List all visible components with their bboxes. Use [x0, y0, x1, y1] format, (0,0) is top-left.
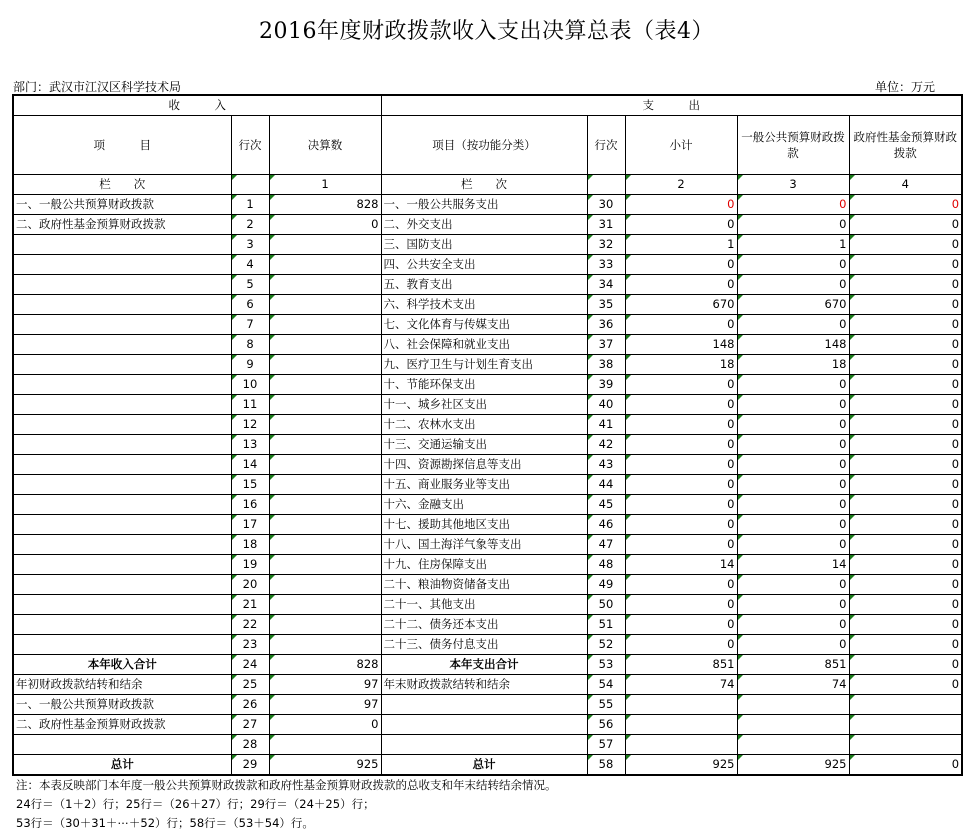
expense-row-no-cell: 50	[587, 595, 625, 615]
income-row-no-cell: 3	[231, 235, 269, 255]
expense-subtotal-cell: 0	[625, 215, 737, 235]
income-item-cell	[13, 515, 231, 535]
expense-subtotal-cell: 74	[625, 675, 737, 695]
table-row	[13, 355, 962, 375]
expense-subtotal-cell: 1	[625, 235, 737, 255]
expense-subtotal-cell: 18	[625, 355, 737, 375]
expense-fund-cell: 0	[849, 635, 962, 655]
lanci-col4: 4	[849, 175, 962, 195]
expense-general-cell: 0	[737, 475, 849, 495]
expense-item-cell: 十九、住房保障支出	[381, 555, 587, 575]
income-item-cell	[13, 435, 231, 455]
expense-item-cell: 一、一般公共服务支出	[381, 195, 587, 215]
expense-subtotal-cell: 0	[625, 415, 737, 435]
expense-item-cell: 十三、交通运输支出	[381, 435, 587, 455]
income-item-cell	[13, 415, 231, 435]
income-amount-cell	[269, 295, 381, 315]
unit-label: 单位：万元	[874, 80, 935, 94]
expense-fund-cell: 0	[849, 495, 962, 515]
expense-item-cell: 年末财政拨款结转和结余	[381, 675, 587, 695]
expense-row-no-cell: 32	[587, 235, 625, 255]
table-row	[13, 595, 962, 615]
expense-general-cell: 851	[737, 655, 849, 675]
income-row-no-cell: 25	[231, 675, 269, 695]
income-amount-cell	[269, 355, 381, 375]
expense-row-no-cell: 46	[587, 515, 625, 535]
income-row-no-cell: 1	[231, 195, 269, 215]
expense-item-cell: 总计	[381, 755, 587, 776]
expense-general-cell: 0	[737, 255, 849, 275]
income-amount-cell	[269, 535, 381, 555]
income-row-no-cell: 12	[231, 415, 269, 435]
expense-subtotal-cell: 0	[625, 475, 737, 495]
expense-fund-cell: 0	[849, 255, 962, 275]
expense-item-cell: 八、社会保障和就业支出	[381, 335, 587, 355]
expense-fund-cell: 0	[849, 755, 962, 776]
income-amount-cell	[269, 275, 381, 295]
expense-row-no-cell: 31	[587, 215, 625, 235]
income-row-no-cell: 10	[231, 375, 269, 395]
note-line: 24行＝（1＋2）行；25行＝（26＋27）行；29行＝（24＋25）行；	[16, 797, 375, 811]
income-amount-cell: 828	[269, 195, 381, 215]
lanci-col1: 1	[269, 175, 381, 195]
note-line: 53行＝（30＋31＋⋯＋52）行；58行＝（53＋54）行。	[16, 816, 314, 830]
expense-subtotal-cell	[625, 715, 737, 735]
expense-subtotal-cell: 0	[625, 435, 737, 455]
expense-subtotal-cell: 0	[625, 315, 737, 335]
table-row	[13, 195, 962, 215]
income-amount-cell	[269, 375, 381, 395]
expense-item-cell: 十八、国土海洋气象等支出	[381, 535, 587, 555]
expense-fund-cell: 0	[849, 335, 962, 355]
table-row	[13, 695, 962, 715]
expense-subtotal-cell: 0	[625, 275, 737, 295]
income-row-no-cell: 11	[231, 395, 269, 415]
expense-general-cell: 925	[737, 755, 849, 776]
income-row-no-cell: 20	[231, 575, 269, 595]
expense-item-cell: 十六、金融支出	[381, 495, 587, 515]
expense-row-no-cell: 43	[587, 455, 625, 475]
expense-row-no-cell: 58	[587, 755, 625, 776]
expense-group-header: 支 出	[381, 95, 962, 116]
income-item-cell	[13, 495, 231, 515]
expense-fund-cell	[849, 715, 962, 735]
expense-item-cell: 十五、商业服务业等支出	[381, 475, 587, 495]
expense-general-cell: 148	[737, 335, 849, 355]
expense-subtotal-cell: 0	[625, 595, 737, 615]
income-item-cell	[13, 595, 231, 615]
expense-item-cell: 十一、城乡社区支出	[381, 395, 587, 415]
income-amount-cell: 828	[269, 655, 381, 675]
expense-row-no-cell: 42	[587, 435, 625, 455]
expense-general-cell: 0	[737, 275, 849, 295]
table-row	[13, 215, 962, 235]
expense-subtotal-cell: 670	[625, 295, 737, 315]
table-row	[13, 555, 962, 575]
header-row-no: 行次	[231, 116, 269, 175]
expense-item-cell: 六、科学技术支出	[381, 295, 587, 315]
expense-subtotal-cell: 0	[625, 195, 737, 215]
table-row	[13, 675, 962, 695]
income-row-no-cell: 28	[231, 735, 269, 755]
income-item-cell: 本年收入合计	[13, 655, 231, 675]
income-row-no-cell: 26	[231, 695, 269, 715]
expense-general-cell: 0	[737, 375, 849, 395]
income-row-no-cell: 17	[231, 515, 269, 535]
income-row-no-cell: 7	[231, 315, 269, 335]
income-amount-cell	[269, 475, 381, 495]
header-item-by-function: 项目（按功能分类）	[381, 116, 587, 175]
table-row	[13, 615, 962, 635]
income-row-no-cell: 5	[231, 275, 269, 295]
income-amount-cell	[269, 315, 381, 335]
expense-general-cell: 0	[737, 595, 849, 615]
table-row	[13, 735, 962, 755]
expense-fund-cell: 0	[849, 395, 962, 415]
income-item-cell	[13, 735, 231, 755]
income-row-no-cell: 9	[231, 355, 269, 375]
expense-item-cell	[381, 715, 587, 735]
income-amount-cell	[269, 395, 381, 415]
table-row	[13, 455, 962, 475]
expense-row-no-cell: 45	[587, 495, 625, 515]
income-amount-cell: 97	[269, 695, 381, 715]
income-row-no-cell: 4	[231, 255, 269, 275]
table-row	[13, 395, 962, 415]
income-row-no-cell: 14	[231, 455, 269, 475]
expense-subtotal-cell: 0	[625, 255, 737, 275]
expense-fund-cell: 0	[849, 315, 962, 335]
income-amount-cell	[269, 515, 381, 535]
expense-general-cell: 0	[737, 515, 849, 535]
table-row	[13, 315, 962, 335]
expense-fund-cell: 0	[849, 655, 962, 675]
table-row	[13, 715, 962, 735]
income-row-no-cell: 15	[231, 475, 269, 495]
expense-item-cell: 二十三、债务付息支出	[381, 635, 587, 655]
income-row-no-cell: 8	[231, 335, 269, 355]
expense-row-no-cell: 52	[587, 635, 625, 655]
income-item-cell: 年初财政拨款结转和结余	[13, 675, 231, 695]
income-item-cell	[13, 475, 231, 495]
header-gov-fund: 政府性基金预算财政拨款	[849, 116, 962, 175]
expense-subtotal-cell: 148	[625, 335, 737, 355]
expense-item-cell: 二十一、其他支出	[381, 595, 587, 615]
expense-subtotal-cell: 851	[625, 655, 737, 675]
income-item-cell: 总计	[13, 755, 231, 776]
expense-subtotal-cell: 0	[625, 615, 737, 635]
expense-subtotal-cell	[625, 735, 737, 755]
expense-item-cell: 二、外交支出	[381, 215, 587, 235]
income-amount-cell: 97	[269, 675, 381, 695]
expense-general-cell	[737, 735, 849, 755]
income-amount-cell	[269, 255, 381, 275]
expense-row-no-cell: 37	[587, 335, 625, 355]
income-amount-cell: 0	[269, 215, 381, 235]
expense-fund-cell: 0	[849, 235, 962, 255]
expense-row-no-cell: 55	[587, 695, 625, 715]
lanci-label-expense: 栏 次	[381, 175, 587, 195]
expense-row-no-cell: 33	[587, 255, 625, 275]
expense-fund-cell: 0	[849, 555, 962, 575]
income-item-cell	[13, 635, 231, 655]
income-amount-cell	[269, 555, 381, 575]
expense-row-no-cell: 30	[587, 195, 625, 215]
expense-fund-cell: 0	[849, 295, 962, 315]
expense-general-cell: 0	[737, 635, 849, 655]
income-amount-cell	[269, 335, 381, 355]
expense-fund-cell	[849, 735, 962, 755]
lanci-empty	[231, 175, 269, 195]
expense-fund-cell: 0	[849, 355, 962, 375]
income-item-cell	[13, 315, 231, 335]
expense-general-cell	[737, 715, 849, 735]
income-item-cell: 一、一般公共预算财政拨款	[13, 195, 231, 215]
expense-general-cell	[737, 695, 849, 715]
expense-fund-cell: 0	[849, 535, 962, 555]
income-amount-cell: 925	[269, 755, 381, 776]
expense-fund-cell: 0	[849, 515, 962, 535]
income-amount-cell	[269, 435, 381, 455]
expense-fund-cell: 0	[849, 575, 962, 595]
header-general-budget: 一般公共预算财政拨款	[737, 116, 849, 175]
income-item-cell	[13, 355, 231, 375]
income-item-cell	[13, 295, 231, 315]
table-row	[13, 235, 962, 255]
expense-row-no-cell: 36	[587, 315, 625, 335]
table-row	[13, 375, 962, 395]
income-item-cell	[13, 575, 231, 595]
expense-general-cell: 0	[737, 575, 849, 595]
income-row-no-cell: 16	[231, 495, 269, 515]
expense-subtotal-cell: 0	[625, 495, 737, 515]
table-row	[13, 495, 962, 515]
note-line: 注：本表反映部门本年度一般公共预算财政拨款和政府性基金预算财政拨款的总收支和年末结转结余情况。	[16, 778, 557, 792]
income-amount-cell	[269, 235, 381, 255]
table-row	[13, 515, 962, 535]
expense-general-cell: 0	[737, 395, 849, 415]
expense-item-cell: 七、文化体育与传媒支出	[381, 315, 587, 335]
expense-general-cell: 0	[737, 535, 849, 555]
expense-item-cell: 本年支出合计	[381, 655, 587, 675]
income-row-no-cell: 13	[231, 435, 269, 455]
income-amount-cell	[269, 455, 381, 475]
expense-row-no-cell: 48	[587, 555, 625, 575]
income-row-no-cell: 6	[231, 295, 269, 315]
expense-general-cell: 0	[737, 615, 849, 635]
expense-item-cell	[381, 695, 587, 715]
table-row	[13, 575, 962, 595]
expense-subtotal-cell: 0	[625, 535, 737, 555]
income-item-cell	[13, 555, 231, 575]
income-item-cell	[13, 375, 231, 395]
income-row-no-cell: 23	[231, 635, 269, 655]
income-row-no-cell: 18	[231, 535, 269, 555]
table-row	[13, 415, 962, 435]
header-subtotal: 小计	[625, 116, 737, 175]
expense-subtotal-cell: 0	[625, 575, 737, 595]
lanci-empty-expense	[587, 175, 625, 195]
income-item-cell	[13, 395, 231, 415]
expense-item-cell: 五、教育支出	[381, 275, 587, 295]
income-item-cell	[13, 275, 231, 295]
income-item-cell: 一、一般公共预算财政拨款	[13, 695, 231, 715]
income-row-no-cell: 27	[231, 715, 269, 735]
income-amount-cell	[269, 735, 381, 755]
expense-subtotal-cell: 0	[625, 395, 737, 415]
table-row	[13, 635, 962, 655]
expense-general-cell: 0	[737, 215, 849, 235]
lanci-col3: 3	[737, 175, 849, 195]
budget-table	[12, 94, 963, 776]
expense-general-cell: 74	[737, 675, 849, 695]
expense-row-no-cell: 38	[587, 355, 625, 375]
expense-general-cell: 14	[737, 555, 849, 575]
expense-fund-cell: 0	[849, 375, 962, 395]
income-item-cell	[13, 615, 231, 635]
expense-general-cell: 0	[737, 435, 849, 455]
expense-fund-cell: 0	[849, 675, 962, 695]
expense-row-no-cell: 39	[587, 375, 625, 395]
expense-subtotal-cell: 0	[625, 635, 737, 655]
expense-row-no-cell: 40	[587, 395, 625, 415]
income-amount-cell	[269, 575, 381, 595]
expense-row-no-cell: 51	[587, 615, 625, 635]
income-row-no-cell: 2	[231, 215, 269, 235]
table-row	[13, 255, 962, 275]
income-amount-cell: 0	[269, 715, 381, 735]
expense-row-no-cell: 34	[587, 275, 625, 295]
income-row-no-cell: 24	[231, 655, 269, 675]
lanci-label: 栏 次	[13, 175, 231, 195]
lanci-col2: 2	[625, 175, 737, 195]
expense-row-no-cell: 41	[587, 415, 625, 435]
income-item-cell: 二、政府性基金预算财政拨款	[13, 715, 231, 735]
department-label: 部门：武汉市江汉区科学技术局	[13, 80, 182, 94]
header-final-amount: 决算数	[269, 116, 381, 175]
expense-item-cell: 二十、粮油物资储备支出	[381, 575, 587, 595]
page-title: 2016年度财政拨款收入支出决算总表（表4）	[259, 19, 714, 44]
income-amount-cell	[269, 495, 381, 515]
expense-fund-cell	[849, 695, 962, 715]
income-amount-cell	[269, 635, 381, 655]
expense-item-cell: 十七、援助其他地区支出	[381, 515, 587, 535]
expense-fund-cell: 0	[849, 195, 962, 215]
expense-row-no-cell: 35	[587, 295, 625, 315]
table-row	[13, 475, 962, 495]
expense-subtotal-cell	[625, 695, 737, 715]
table-row	[13, 295, 962, 315]
expense-item-cell: 四、公共安全支出	[381, 255, 587, 275]
expense-subtotal-cell: 0	[625, 375, 737, 395]
expense-row-no-cell: 56	[587, 715, 625, 735]
table-row	[13, 435, 962, 455]
income-item-cell: 二、政府性基金预算财政拨款	[13, 215, 231, 235]
expense-fund-cell: 0	[849, 475, 962, 495]
expense-row-no-cell: 44	[587, 475, 625, 495]
expense-fund-cell: 0	[849, 275, 962, 295]
expense-subtotal-cell: 0	[625, 455, 737, 475]
expense-row-no-cell: 49	[587, 575, 625, 595]
expense-fund-cell: 0	[849, 595, 962, 615]
expense-fund-cell: 0	[849, 615, 962, 635]
table-row	[13, 535, 962, 555]
table-row	[13, 335, 962, 355]
notes-block	[16, 776, 557, 833]
expense-row-no-cell: 54	[587, 675, 625, 695]
table-row	[13, 655, 962, 675]
expense-general-cell: 0	[737, 415, 849, 435]
expense-fund-cell: 0	[849, 215, 962, 235]
income-row-no-cell: 22	[231, 615, 269, 635]
expense-fund-cell: 0	[849, 415, 962, 435]
expense-general-cell: 0	[737, 455, 849, 475]
expense-item-cell	[381, 735, 587, 755]
expense-item-cell: 三、国防支出	[381, 235, 587, 255]
income-item-cell	[13, 255, 231, 275]
header-item: 项 目	[13, 116, 231, 175]
expense-item-cell: 二十二、债务还本支出	[381, 615, 587, 635]
expense-row-no-cell: 57	[587, 735, 625, 755]
expense-general-cell: 0	[737, 195, 849, 215]
income-amount-cell	[269, 615, 381, 635]
income-item-cell	[13, 455, 231, 475]
income-item-cell	[13, 335, 231, 355]
income-item-cell	[13, 535, 231, 555]
expense-general-cell: 0	[737, 495, 849, 515]
income-item-cell	[13, 235, 231, 255]
expense-subtotal-cell: 0	[625, 515, 737, 535]
expense-general-cell: 18	[737, 355, 849, 375]
expense-row-no-cell: 53	[587, 655, 625, 675]
income-amount-cell	[269, 595, 381, 615]
expense-fund-cell: 0	[849, 435, 962, 455]
expense-subtotal-cell: 14	[625, 555, 737, 575]
income-group-header: 收 入	[13, 95, 381, 116]
expense-item-cell: 十、节能环保支出	[381, 375, 587, 395]
expense-general-cell: 0	[737, 315, 849, 335]
expense-item-cell: 十四、资源勘探信息等支出	[381, 455, 587, 475]
expense-general-cell: 1	[737, 235, 849, 255]
expense-item-cell: 十二、农林水支出	[381, 415, 587, 435]
income-amount-cell	[269, 415, 381, 435]
expense-fund-cell: 0	[849, 455, 962, 475]
expense-item-cell: 九、医疗卫生与计划生育支出	[381, 355, 587, 375]
income-row-no-cell: 21	[231, 595, 269, 615]
income-row-no-cell: 19	[231, 555, 269, 575]
expense-row-no-cell: 47	[587, 535, 625, 555]
table-row	[13, 755, 962, 776]
income-row-no-cell: 29	[231, 755, 269, 776]
expense-general-cell: 670	[737, 295, 849, 315]
expense-subtotal-cell: 925	[625, 755, 737, 776]
table-row	[13, 275, 962, 295]
header-row-no-expense: 行次	[587, 116, 625, 175]
